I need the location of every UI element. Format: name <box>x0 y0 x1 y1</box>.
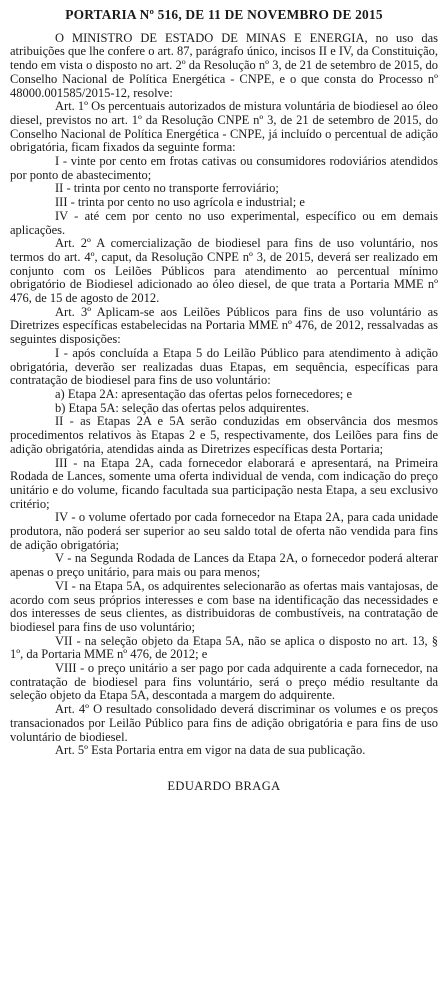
article-3-item-i-a: a) Etapa 2A: apresentação das ofertas pelos fornecedores; e <box>55 386 353 401</box>
article-1-item-iv: IV - até cem por cento no uso experimental, específico ou em demais aplicações. <box>10 208 438 237</box>
article-3-item-iv: IV - o volume ofertado por cada fornecedor na Etapa 2A, para cada unidade produtora, não poderá ser superior ao seu saldo total de oferta não vendida para fins de adição obrigatória; <box>10 510 438 552</box>
article-3-item-vii: VII - na seleção objeto da Etapa 5A, não se aplica o disposto no art. 13, § 1º, da Portaria MME nº 476, de 2012; e <box>10 633 438 662</box>
article-3-item-ii: II - as Etapas 2A e 5A serão conduzidas em observância dos mesmos procedimentos relativos às Etapas 2 e 5, respectivamente, dos Leilões para fins de adição obrigatória, atendidas ainda as Diretrizes específicas desta Portaria; <box>10 414 438 456</box>
document-title: PORTARIA Nº 516, DE 11 DE NOVEMBRO DE 2015 <box>65 7 383 22</box>
article-1-item-ii: II - trinta por cento no transporte ferroviário; <box>55 181 279 196</box>
article-3-item-iii: III - na Etapa 2A, cada fornecedor elaborará e apresentará, na Primeira Rodada de Lances, somente uma oferta individual de venda, com indicação do preço unitário e do volume, ficando facultada sua participação nesta Etapa, a seu exclusivo critério; <box>10 455 438 511</box>
article-3-item-viii: VIII - o preço unitário a ser pago por cada adquirente a cada fornecedor, na contratação de biodiesel para fins voluntário, será o preço médio resultante da seleção objeto da Etapa 5A, descontada a margem do adquirente. <box>10 661 438 703</box>
article-1-item-iii: III - trinta por cento no uso agrícola e industrial; e <box>55 195 305 210</box>
article-1: Art. 1º Os percentuais autorizados de mistura voluntária de biodiesel ao óleo diesel, previstos no art. 1º da Resolução CNPE nº 3, de 21 de setembro de 2015, do Conselho Nacional de Política Energética - CNPE, já incluído o percentual de adição obrigatória, ficam fixados da seguinte forma: <box>10 99 438 155</box>
article-5: Art. 5º Esta Portaria entra em vigor na data de sua publicação. <box>55 743 366 758</box>
article-3: Art. 3º Aplicam-se aos Leilões Públicos para fins de uso voluntário as Diretrizes específicas estabelecidas na Portaria MME nº 476, de 2012, ressalvadas as seguintes disposições: <box>10 304 438 347</box>
article-3-item-v: V - na Segunda Rodada de Lances da Etapa 2A, o fornecedor poderá alterar apenas o preço unitário, para mais ou para menos; <box>10 551 438 580</box>
article-3-item-i: I - após concluída a Etapa 5 do Leilão Público para atendimento à adição obrigatória, deverão ser realizadas duas Etapas, em sequência, específicas para contratação de biodiesel para fins de uso voluntário: <box>10 345 438 388</box>
article-1-item-i: I - vinte por cento em frotas cativas ou consumidores rodoviários atendidos por ponto de abastecimento; <box>10 154 438 182</box>
preamble-paragraph: O MINISTRO DE ESTADO DE MINAS E ENERGIA, no uso das atribuições que lhe confere o art. 87, parágrafo único, incisos II e IV, da Constituição, tendo em vista o disposto no art. 2º da Resolução nº 3, de 21 de setembro de 2015, do Conselho Nacional de Política Energética - CNPE, e o que consta do Processo nº 48000.001585/2015-12, resolve: <box>10 30 438 100</box>
article-3-item-i-b: b) Etapa 5A: seleção das ofertas pelos adquirentes. <box>55 400 310 415</box>
article-2: Art. 2º A comercialização de biodiesel para fins de uso voluntário, nos termos do art. 4º, caput, da Resolução CNPE nº 3, de 2015, deverá ser realizado em conjunto com os Leilões Públicos para atendimento ao percentual mínimo obrigatório de Biodiesel adicionado ao óleo diesel, de que trata a Portaria MME nº 476, de 15 de agosto de 2012. <box>10 236 438 306</box>
article-4: Art. 4º O resultado consolidado deverá discriminar os volumes e os preços transacionados por Leilão Público para fins de adição obrigatória e para fins de uso voluntário de biodiesel. <box>10 702 438 744</box>
article-3-item-vi: VI - na Etapa 5A, os adquirentes selecionarão as ofertas mais vantajosas, de acordo com seus próprios interesses e com base na identificação das necessidades e dos interesses de seus clientes, as distribuidoras de combustíveis, na contratação de biodiesel para fins de uso voluntário; <box>10 578 438 634</box>
signature: EDUARDO BRAGA <box>167 778 281 793</box>
